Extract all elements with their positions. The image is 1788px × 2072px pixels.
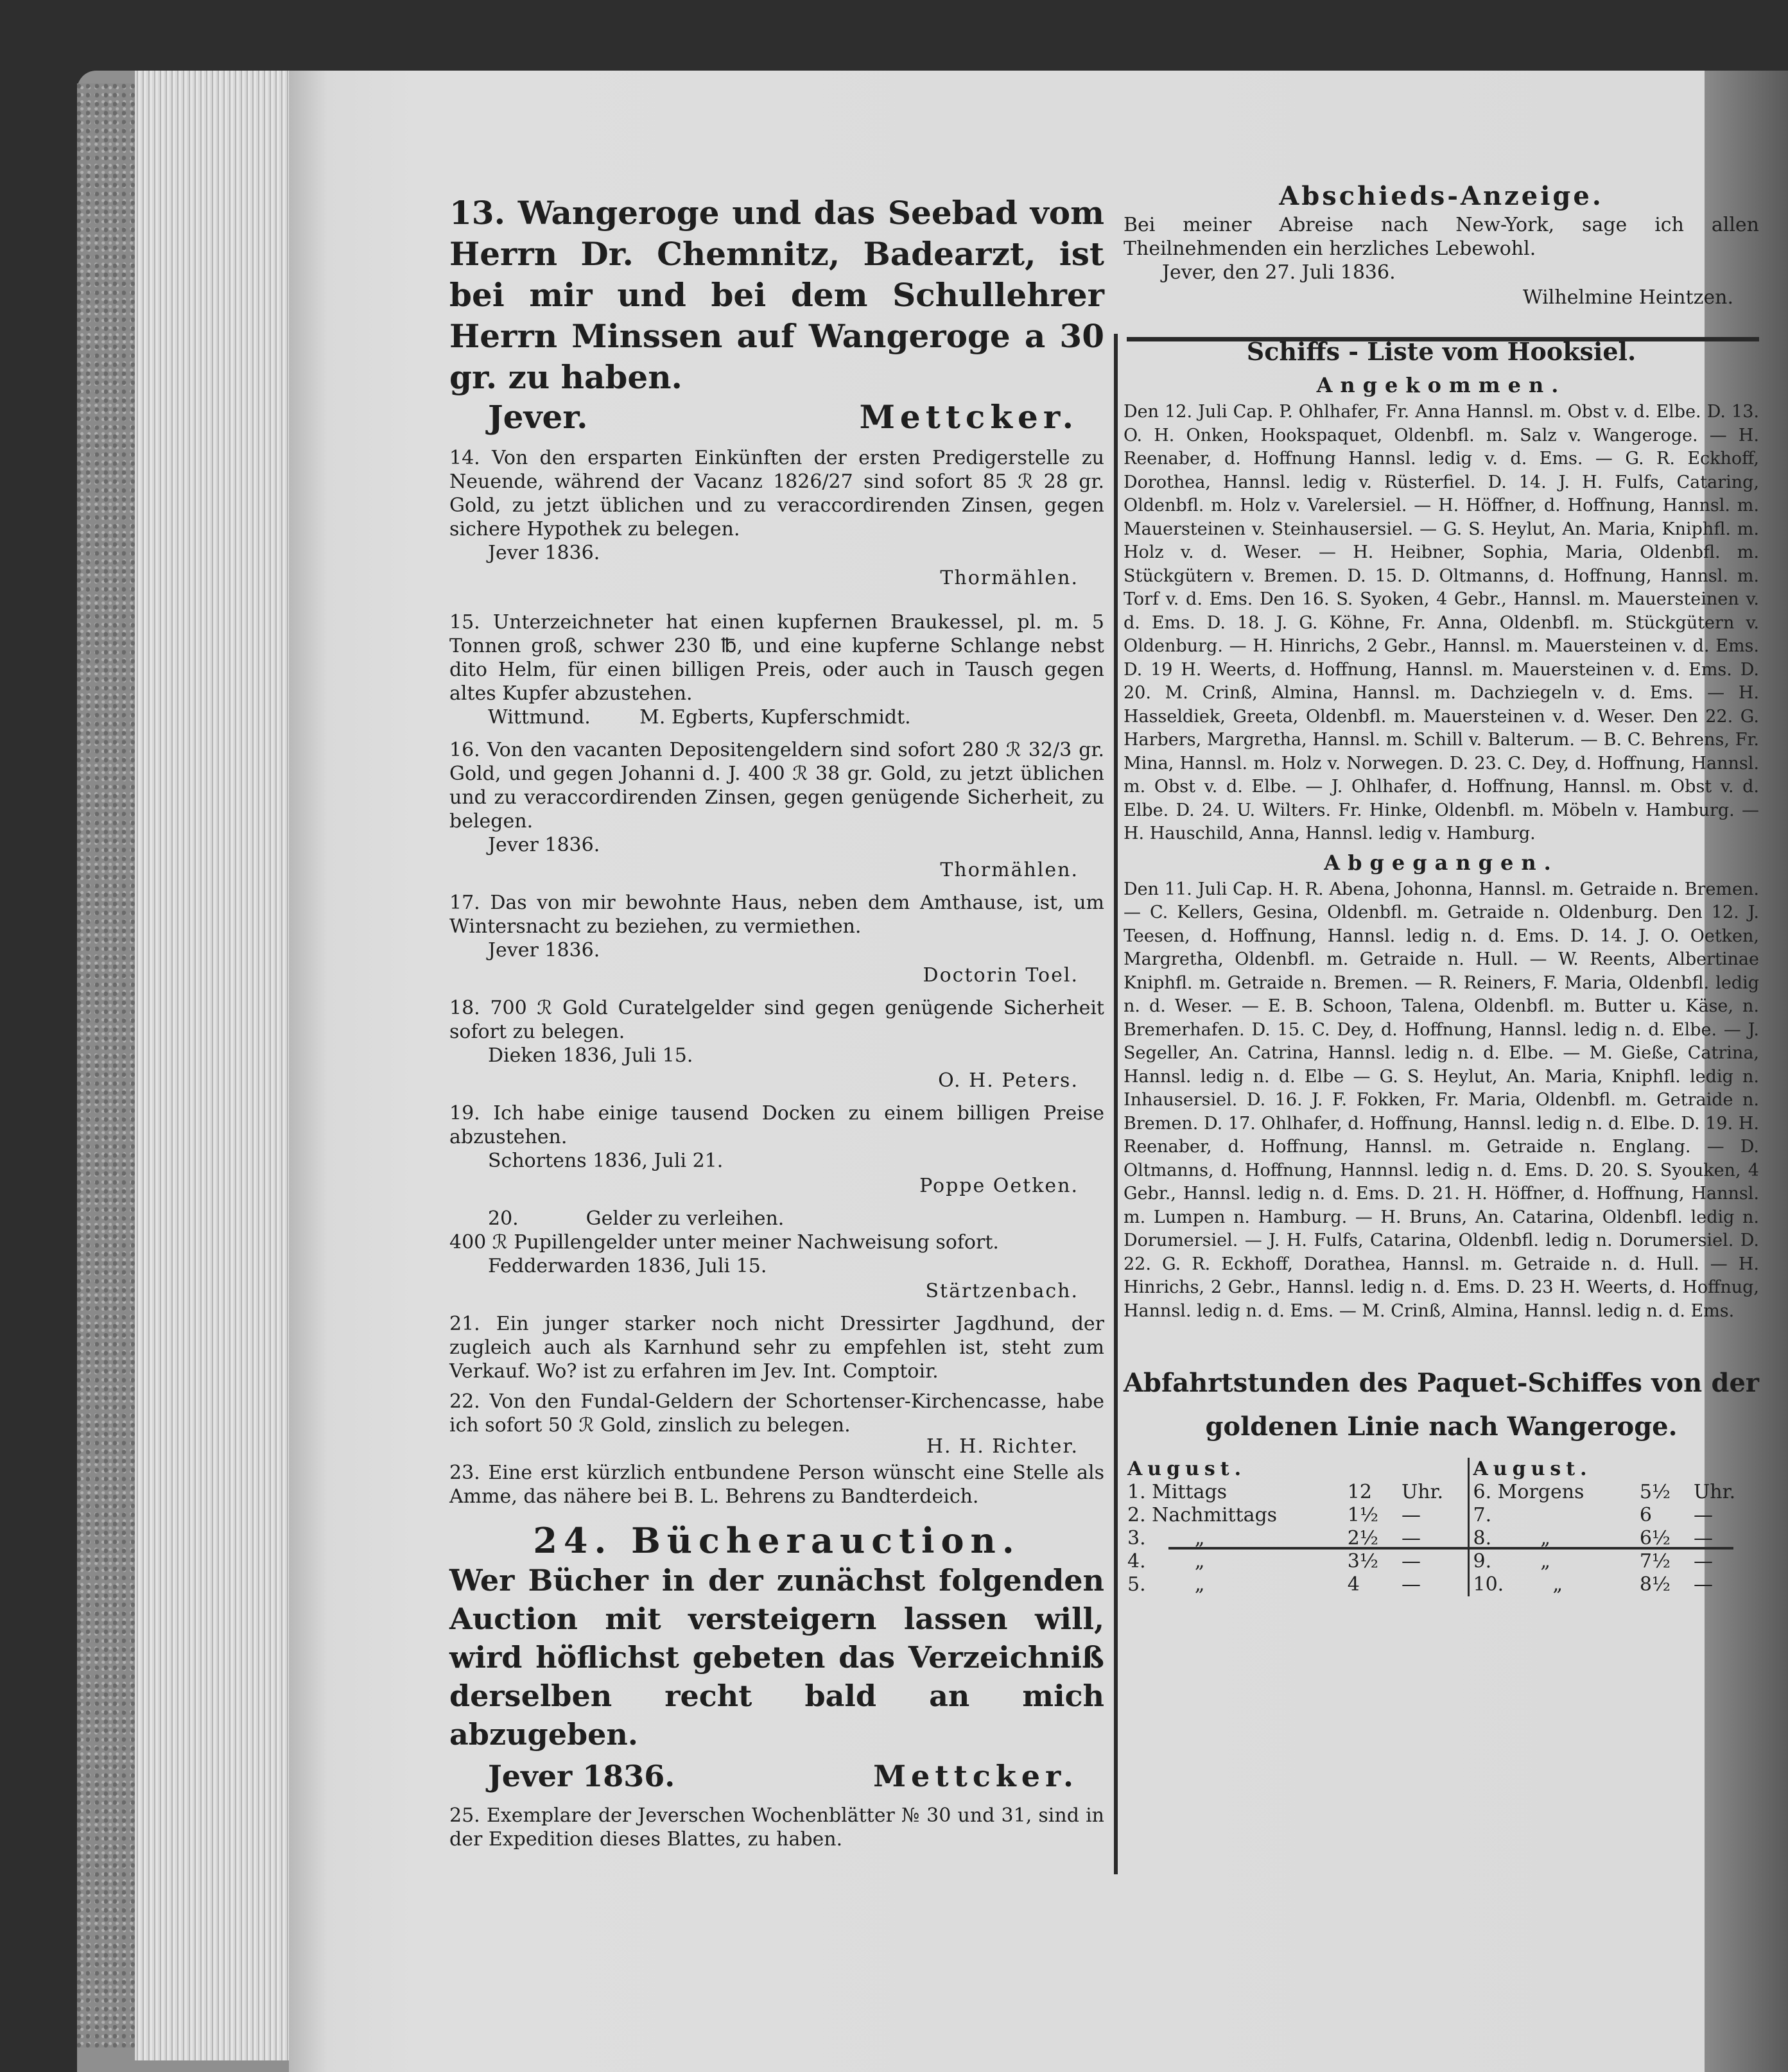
farewell-signature: Wilhelmine Heintzen. bbox=[1522, 286, 1733, 309]
table-row bbox=[1124, 1527, 1759, 1550]
cell-right-time: 5½ bbox=[1639, 1481, 1671, 1503]
ad-22: 22. Von den Fundal-Geldern der Schortenser-Kirchencasse, habe ich sofort 50 ℛ Gold, zinslich zu belegen. bbox=[449, 1390, 1104, 1437]
ad-15-place-signature: Wittmund. M. Egberts, Kupferschmidt. bbox=[488, 706, 911, 729]
ad-19-signature: Poppe Oetken. bbox=[919, 1175, 1079, 1197]
farewell-heading: Abschieds-Anzeige. bbox=[1279, 181, 1604, 211]
cell-left-time: 3½ bbox=[1347, 1550, 1378, 1573]
cell-left-time: 12 bbox=[1347, 1481, 1372, 1503]
departed-list: Den 11. Juli Cap. H. R. Abena, Johonna, Hannsl. m. Getraide n. Bremen. — C. Kellers, Gesina, Oldenbfl. m. Getraide n. Oldenburg. Den 12. J. Teesen, d. Hoffnung, Hannsl. ledig n. d. Ems. D. 14. J. O. Oetken, Margretha, Oldenbfl. m. Getraide n. Hull. — W. Reents, Albertinae Kniphfl. m. Getraide n. Bremen. — R. Reiners, F. Maria, Oldenbfl. ledig n. d. Weser. — E. B. Schoon, Talena, Oldenbfl. m. Butter u. Käse, n. Bremerhafen. D. 15. C. Dey, d. Hoffnung, Hannsl. ledig n. d. Elbe. — J. Segeller, An. Catrina, Hannsl. ledig n. d. Elbe. — M. Gießе, Catrina, Hannsl. ledig n. d. Elbe — G. S. Heylut, An. Maria, Kniphfl. ledig n. Inhausersiel. D. 16. J. F. Fokken, Fr. Maria, Oldenbfl. m. Getraide n. Bremen. D. 17. Ohlhafer, d. Hoffnung, Hannsl. ledig n. d. Elbe. D. 19. H. Reenaber, d. Hoffnung, Hannsl. m. Getraide n. Englang. — D. Oltmanns, d. Hoffnung, Hannnsl. ledig n. d. Ems. D. 20. S. Syouken, 4 Gebr., Hannsl. ledig n. d. Ems. D. 21. H. Höffner, d. Hoffnung, Hannsl. m. Lumpen n. Hamburg. — H. Bruns, An. Catarina, Oldenbfl. ledig n. Dorumersiel. — J. H. Fulfs, Catarina, Oldenbfl. ledig n. Dorumersiel. D. 22. G. R. Eckhoff, Dorathea, Hannsl. m. Getraide n. d. Hull. — H. Hinrichs, 2 Gebr., Hannsl. ledig n. d. Ems. D. 23 H. Weerts, d. Hoffnug, Hannsl. ledig n. d. Ems. — M. Crinß, Almina, Hannsl. ledig n. d. Ems. bbox=[1124, 879, 1759, 1321]
ad-18-signature: O. H. Peters. bbox=[938, 1069, 1079, 1092]
cell-right-unit: — bbox=[1693, 1527, 1713, 1550]
cell-right-unit: — bbox=[1693, 1550, 1713, 1573]
ad-18-place: Dieken 1836, Juli 15. bbox=[488, 1044, 693, 1067]
cell-right-day: 6. Morgens bbox=[1473, 1481, 1584, 1503]
ad-16: 16. Von den vacanten Depositengeldern sind sofort 280 ℛ 32/3 gr. Gold, und gegen Johanni d. J. 400 ℛ 38 gr. Gold, zu jetzt üblichen und zu veraccordirenden Zinsen, gegen genügende Sicherheit, zu belegen. bbox=[449, 739, 1104, 833]
ad-16-place: Jever 1836. bbox=[488, 834, 600, 856]
ad-13-footer bbox=[449, 398, 1104, 436]
cell-left-unit: Uhr. bbox=[1398, 1481, 1468, 1504]
timetable-month-right: August. bbox=[1473, 1458, 1592, 1480]
ad-15: 15. Unterzeichneter hat einen kupfernen Braukessel, pl. m. 5 Tonnen groß, schwer 230 ℔, und eine kupferne Schlange nebst dito Helm, für einen billigen Preis, oder auch in Tausch gegen altes Kupfer abzustehen. bbox=[449, 611, 1104, 705]
cell-left-day: 3. „ bbox=[1127, 1527, 1205, 1550]
ad-19: 19. Ich habe einige tausend Docken zu einem billigen Preise abzustehen. bbox=[449, 1102, 1104, 1148]
ad-13-signature: Mettcker. bbox=[859, 398, 1079, 436]
cell-left-time: 2½ bbox=[1347, 1527, 1378, 1550]
cell-right-day: 8. „ bbox=[1473, 1527, 1550, 1550]
farewell-place: Jever, den 27. Juli 1836. bbox=[1162, 261, 1396, 284]
cell-right-time: 7½ bbox=[1639, 1550, 1671, 1573]
table-row bbox=[1124, 1504, 1759, 1527]
cell-right-day: 7. bbox=[1473, 1504, 1492, 1526]
timetable-heading: Abfahrtstunden des Paquet-Schiffes von der goldenen Linie nach Wangeroge. bbox=[1124, 1368, 1759, 1442]
ad-24-footer bbox=[449, 1759, 1104, 1793]
cell-right-time: 8½ bbox=[1639, 1573, 1671, 1596]
departed-heading: Abgegangen. bbox=[1324, 850, 1559, 875]
cell-left-unit: — bbox=[1398, 1550, 1468, 1573]
cell-left-day: 4. „ bbox=[1127, 1550, 1205, 1573]
cell-right-day: 9. „ bbox=[1473, 1550, 1550, 1573]
ad-17-place: Jever 1836. bbox=[488, 939, 600, 962]
cell-left-unit: — bbox=[1398, 1573, 1468, 1596]
ad-19-place: Schortens 1836, Juli 21. bbox=[488, 1150, 724, 1172]
ad-24-place: Jever 1836. bbox=[488, 1759, 675, 1793]
farewell-text: Bei meiner Abreise nach New-York, sage ich allen Theilnehmenden ein herzliches Lebewohl. bbox=[1124, 214, 1759, 260]
cell-left-day: 5. „ bbox=[1127, 1573, 1205, 1596]
ad-20: 400 ℛ Pupillengelder unter meiner Nachweisung sofort. bbox=[449, 1231, 999, 1254]
timetable-month-left: August. bbox=[1124, 1458, 1468, 1481]
ad-21: 21. Ein junger starker noch nicht Dressirter Jagdhund, der zugleich auch als Karnhund sehr zu empfehlen ist, steht zum Verkauf. Wo? ist zu erfahren im Jev. Int. Comptoir. bbox=[449, 1313, 1104, 1383]
arrived-list: Den 12. Juli Cap. P. Ohlhafer, Fr. Anna Hannsl. m. Obst v. d. Elbe. D. 13. O. H. Onken, Hookspaquet, Oldenbfl. m. Salz v. Wangeroge. — H. Reenaber, d. Hoffnung Hannsl. ledig v. d. Ems. — G. R. Eckhoff, Dorothea, Hannsl. ledig v. Rüsterfiel. D. 14. J. H. Fulfs, Cataring, Oldenbfl. m. Holz v. Varelersiel. — H. Höffner, d. Hoffnung, Hannsl. m. Mauersteinen v. Steinhausersiel. — G. S. Heylut, An. Maria, Kniphfl. m. Holz v. d. Weser. — H. Heibner, Sophia, Maria, Oldenbfl. m. Stückgütern v. Bremen. D. 15. D. Oltmanns, d. Hoffnung, Hannsl. m. Torf v. d. Ems. Den 16. S. Syoken, 4 Gebr., Hannsl. m. Mauersteinen v. d. Ems. D. 18. J. G. Köhne, Fr. Anna, Oldenbfl. m. Stückgütern v. Oldenburg. — H. Hinrichs, 2 Gebr., Hannsl. m. Mauersteinen v. d. Ems. D. 19 H. Weerts, d. Hoffnung, Hannsl. m. Mauersteinen v. d. Ems. D. 20. M. Crinß, Almina, Hannsl. m. Dachziegeln v. d. Ems. — H. Hasseldiek, Greeta, Oldenbfl. m. Mauersteinen v. d. Weser. Den 22. G. Harbers, Margretha, Hannsl. m. Schill v. Balterum. — B. C. Behrens, Fr. Mina, Hannsl. m. Holz v. Norwegen. D. 23. C. Dey, d. Hoffnung, Hannsl. m. Obst v. d. Elbe. — J. Ohlhafer, d. Hoffnung, Hannsl. m. Obst v. d. Elbe. D. 24. U. Wilters. Fr. Hinke, Oldenbfl. m. Möbeln v. Hamburg. — H. Hauschild, Anna, Hannsl. ledig v. Hamburg. bbox=[1124, 402, 1759, 843]
cell-left-unit: — bbox=[1398, 1527, 1468, 1550]
ad-13-place: Jever. bbox=[488, 398, 588, 436]
cell-left-day: 1. Mittags bbox=[1127, 1481, 1228, 1503]
ad-22-signature: H. H. Richter. bbox=[926, 1435, 1079, 1458]
cell-right-time: 6 bbox=[1639, 1504, 1652, 1526]
ad-17: 17. Das von mir bewohnte Haus, neben dem Amthause, ist, um Wintersnacht zu beziehen, zu vermiethen. bbox=[449, 892, 1104, 938]
cell-left-day: 2. Nachmittags bbox=[1127, 1504, 1278, 1526]
cell-right-day: 10. „ bbox=[1473, 1573, 1563, 1596]
ad-24: Wer Bücher in der zunächst folgenden Auction mit versteigern lassen will, wird höflichst gebeten das Verzeichniß derselben recht bald an mich abzugeben. bbox=[449, 1563, 1104, 1752]
timetable bbox=[1124, 1458, 1759, 1596]
column-divider bbox=[1114, 334, 1118, 1874]
arrived-heading: Angekommen. bbox=[1316, 373, 1567, 397]
timetable-header-row bbox=[1124, 1458, 1759, 1481]
ad-16-signature: Thormählen. bbox=[940, 859, 1079, 881]
page-edges bbox=[135, 71, 289, 2060]
cell-right-time: 6½ bbox=[1639, 1527, 1671, 1550]
left-column bbox=[449, 193, 1104, 1851]
ad-14-signature: Thormählen. bbox=[940, 567, 1079, 589]
ad-13: 13. Wangeroge und das Seebad vom Herrn Dr. Chemnitz, Badearzt, ist bei mir und bei dem Schullehrer Herrn Minssen auf Wangeroge a 30 gr. zu haben. bbox=[449, 194, 1104, 396]
ships-list-heading: Schiffs - Liste vom Hooksiel. bbox=[1246, 337, 1636, 366]
ad-25: 25. Exemplare der Jeverschen Wochenblätter № 30 und 31, sind in der Expedition dieses Blattes, zu haben. bbox=[449, 1804, 1104, 1851]
table-row bbox=[1124, 1550, 1759, 1573]
cell-right-unit: — bbox=[1693, 1504, 1713, 1526]
ad-24-heading: 24. Bücherauction. bbox=[533, 1520, 1021, 1561]
ad-24-signature: Mettcker. bbox=[873, 1759, 1079, 1793]
cell-left-time: 4 bbox=[1347, 1573, 1360, 1596]
ad-14: 14. Von den ersparten Einkünften der ersten Predigerstelle zu Neuende, während der Vacanz 1826/27 sind sofort 85 ℛ 28 gr. Gold, zu jetzt üblichen und zu veraccordirenden Zinsen, gegen sichere Hypothek zu belegen. bbox=[449, 447, 1104, 540]
ad-18: 18. 700 ℛ Gold Curatelgelder sind gegen genügende Sicherheit sofort zu belegen. bbox=[449, 997, 1104, 1043]
cell-right-unit: Uhr. bbox=[1693, 1481, 1736, 1503]
table-row bbox=[1124, 1481, 1759, 1504]
cell-right-unit: — bbox=[1693, 1573, 1713, 1596]
ad-23: 23. Eine erst kürzlich entbundene Person wünscht eine Stelle als Amme, das nähere bei B. L. Behrens zu Bandterdeich. bbox=[449, 1462, 1104, 1508]
ad-20-heading: 20. Gelder zu verleihen. bbox=[488, 1207, 785, 1230]
cell-left-time: 1½ bbox=[1347, 1504, 1378, 1526]
ad-14-place: Jever 1836. bbox=[488, 542, 600, 564]
ad-17-signature: Doctorin Toel. bbox=[923, 964, 1079, 987]
right-column bbox=[1124, 180, 1759, 1596]
ad-20-signature: Stärtzenbach. bbox=[925, 1280, 1079, 1302]
table-row bbox=[1124, 1573, 1759, 1596]
cell-left-unit: — bbox=[1398, 1504, 1468, 1527]
ad-20-place: Fedderwarden 1836, Juli 15. bbox=[488, 1255, 767, 1277]
book-spine bbox=[77, 83, 135, 2048]
